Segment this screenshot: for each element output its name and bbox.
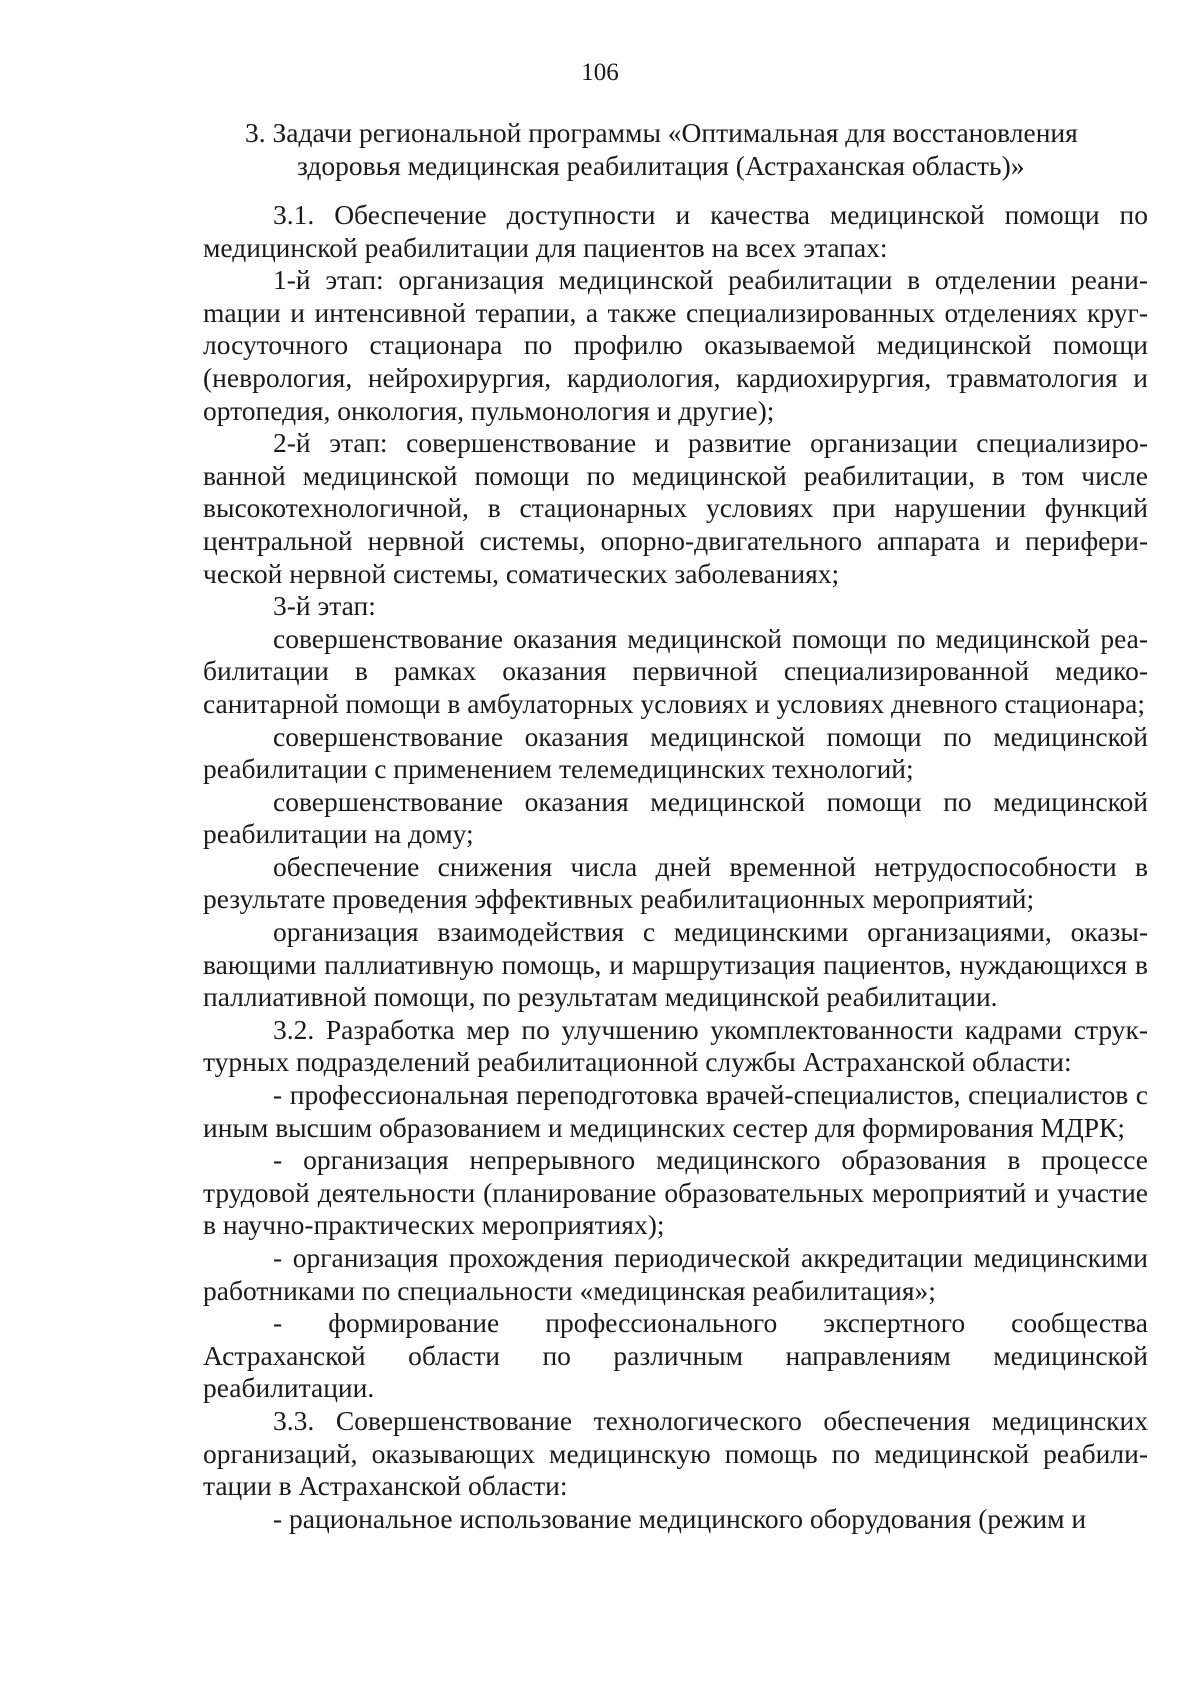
paragraph-3-3: 3.3. Совершенствование технологического обеспечения медицинских организаций, оказывающих медицинскую помощь по медицинской реабилитации в Астраханской области: xyxy=(203,1404,1148,1502)
paragraph-stage-1: 1-й этап: организация медицинской реабилитации в отделении реаниmации и интенсивной терапии, а также специализированных отделениях круглосуточного стационара по профилю оказываемой медицинской помощи (неврология, нейрохирургия, кардиология, кардиохирургия, травматология и ортопедия, онкология, пульмонология и другие); xyxy=(203,264,1148,426)
paragraph-stage-3-item-3: совершенствование оказания медицинской помощи по медицинской реабилитации на дому; xyxy=(203,785,1148,850)
paragraph-3-2-item-1: - профессиональная переподготовка врачей-специалистов, специалистов с иным высшим образованием и медицинских сестер для формирования МДРК; xyxy=(203,1079,1148,1143)
paragraph-3-2-item-4: - формирование профессионального экспертного сообщества Астраханской области по различным направлениям медицинской реабилитации. xyxy=(203,1307,1148,1404)
paragraph-3-2-item-2: - организация непрерывного медицинского образования в процессе трудовой деятельности (планирование образовательных мероприятий и участие в научно-практических мероприятиях); xyxy=(203,1144,1148,1241)
paragraph-3-2-item-3: - организация прохождения периодической аккредитации медицинскими работниками по специальности «медицинская реабилитация»; xyxy=(203,1242,1148,1306)
paragraph-stage-2: 2-й этап: совершенствование и развитие организации специализированной медицинской помощи по медицинской реабилитации, в том числе высокотехнологичной, в стационарных условиях при нарушении функций центральной нервной системы, опорно-двигательного аппарата и периферической нервной системы, соматических заболеваниях; xyxy=(203,427,1148,589)
section-heading-line-1: 3. Задачи региональной программы «Оптимальная для восстановления xyxy=(245,117,1078,148)
paragraph-stage-3-item-1: совершенствование оказания медицинской помощи по медицинской реабилитации в рамках оказания первичной специализированной медико-санитарной помощи в амбулаторных условиях и условиях дневного стационара; xyxy=(203,622,1148,719)
paragraph-3-1: 3.1. Обеспечение доступности и качества медицинской помощи по медицинской реабилитации для пациентов на всех этапах: xyxy=(203,199,1148,263)
paragraph-stage-3-item-2: совершенствование оказания медицинской помощи по медицинской реабилитации с применением телемедицинских технологий; xyxy=(203,720,1148,785)
body-text xyxy=(203,199,1148,1535)
section-heading xyxy=(245,116,1145,182)
paragraph-stage-3-item-5: организация взаимодействия с медицинскими организациями, оказывающими паллиативную помощь, и маршрутизация пациентов, нуждающихся в паллиативной помощи, по результатам медицинской реабилитации. xyxy=(203,916,1148,1013)
paragraph-3-2: 3.2. Разработка мер по улучшению укомплектованности кадрами структурных подразделений реабилитационной службы Астраханской области: xyxy=(203,1013,1148,1078)
paragraph-stage-3-item-4: обеспечение снижения числа дней временной нетрудоспособности в результате проведения эффективных реабилитационных мероприятий; xyxy=(203,850,1148,915)
section-heading-line-2: здоровья медицинская реабилитация (Астраханская область)» xyxy=(297,150,1025,181)
paragraph-3-3-item-1: - рациональное использование медицинского оборудования (режим и xyxy=(273,1502,1087,1534)
page-number: 106 xyxy=(581,59,619,86)
paragraph-stage-3: 3-й этап: xyxy=(273,590,376,622)
